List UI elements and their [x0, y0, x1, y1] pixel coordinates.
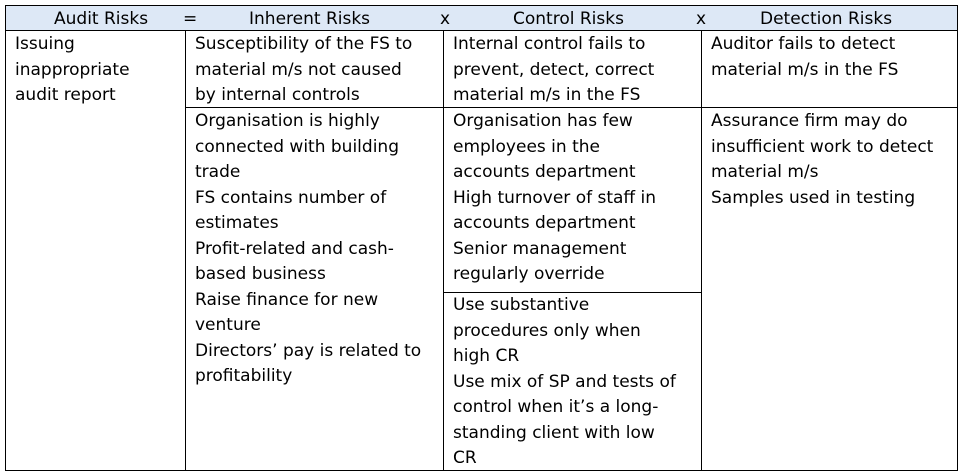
- cell-text-line: trade: [195, 162, 241, 182]
- cell-text-line: connected with building: [195, 136, 399, 157]
- cell-text-line: Issuing: [15, 34, 75, 54]
- cell-text-line: material m/s in the FS: [453, 85, 641, 105]
- table-border-right: [957, 30, 958, 471]
- cell-text-line: estimates: [195, 213, 279, 233]
- column-divider: [185, 30, 186, 471]
- cell-text-line: audit report: [15, 85, 116, 105]
- detection-risk-definition: [711, 32, 898, 83]
- cell-text-line: Susceptibility of the FS to: [195, 34, 413, 54]
- header-equals-sign: =: [183, 9, 198, 29]
- header-detection-risks: Detection Risks: [760, 9, 893, 29]
- cell-text-line: profitability: [195, 366, 293, 386]
- cell-text-line: Use substantive: [453, 295, 590, 315]
- cell-text-line: CR: [453, 448, 477, 468]
- cell-text-line: Use mix of SP and tests of: [453, 371, 676, 392]
- cell-text-line: Organisation has few: [453, 111, 633, 131]
- cell-text-line: high CR: [453, 346, 520, 366]
- cell-text-line: regularly override: [453, 264, 605, 284]
- inherent-risk-examples: [195, 109, 421, 390]
- cell-text-line: Samples used in testing: [711, 187, 916, 208]
- cell-text-line: Assurance firm may do: [711, 111, 908, 131]
- cell-text-line: Internal control fails to: [453, 34, 646, 54]
- cell-text-line: material m/s: [711, 162, 819, 182]
- cell-text-line: control when it’s a long-: [453, 397, 659, 417]
- header-times-sign: x: [696, 9, 707, 29]
- inherent-risk-definition: [195, 32, 412, 109]
- cell-text-line: procedures only when: [453, 320, 641, 341]
- header-audit-risks: Audit Risks: [54, 9, 149, 29]
- cell-text-line: FS contains number of: [195, 187, 387, 208]
- cell-text-line: High turnover of staff in: [453, 187, 657, 208]
- cell-text-line: insufficient work to detect: [711, 136, 934, 157]
- cell-text-line: Directors’ pay is related to: [195, 340, 422, 361]
- column-divider: [701, 30, 702, 471]
- cell-text-line: based business: [195, 264, 326, 284]
- cell-text-line: by internal controls: [195, 85, 360, 105]
- header-inherent-risks: Inherent Risks: [249, 9, 371, 29]
- table-header-row: [5, 5, 958, 31]
- control-risk-definition: [453, 32, 654, 109]
- header-control-risks: Control Risks: [513, 9, 624, 29]
- cell-text-line: standing client with low: [453, 422, 655, 443]
- cell-text-line: Raise finance for new: [195, 289, 379, 310]
- cell-text-line: Auditor fails to detect: [711, 34, 896, 54]
- control-risk-responses: [453, 293, 676, 472]
- cell-text-line: inappropriate: [15, 59, 130, 80]
- cell-text-line: accounts department: [453, 213, 636, 233]
- cell-text-line: venture: [195, 315, 261, 335]
- cell-text-line: prevent, detect, correct: [453, 59, 655, 80]
- cell-text-line: Profit-related and cash-: [195, 238, 394, 259]
- cell-text-line: material m/s not caused: [195, 59, 402, 80]
- audit-risk-table: [5, 5, 958, 471]
- cell-text-line: accounts department: [453, 162, 636, 182]
- detection-risk-examples: [711, 109, 933, 211]
- column-divider: [443, 30, 444, 471]
- table-border-left: [5, 30, 6, 471]
- audit-risk-cell: [15, 32, 130, 109]
- cell-text-line: Senior management: [453, 238, 627, 259]
- header-times-sign: x: [440, 9, 451, 29]
- control-risk-examples: [453, 109, 656, 288]
- cell-text-line: Organisation is highly: [195, 111, 380, 131]
- cell-text-line: material m/s in the FS: [711, 59, 899, 80]
- cell-text-line: employees in the: [453, 136, 600, 157]
